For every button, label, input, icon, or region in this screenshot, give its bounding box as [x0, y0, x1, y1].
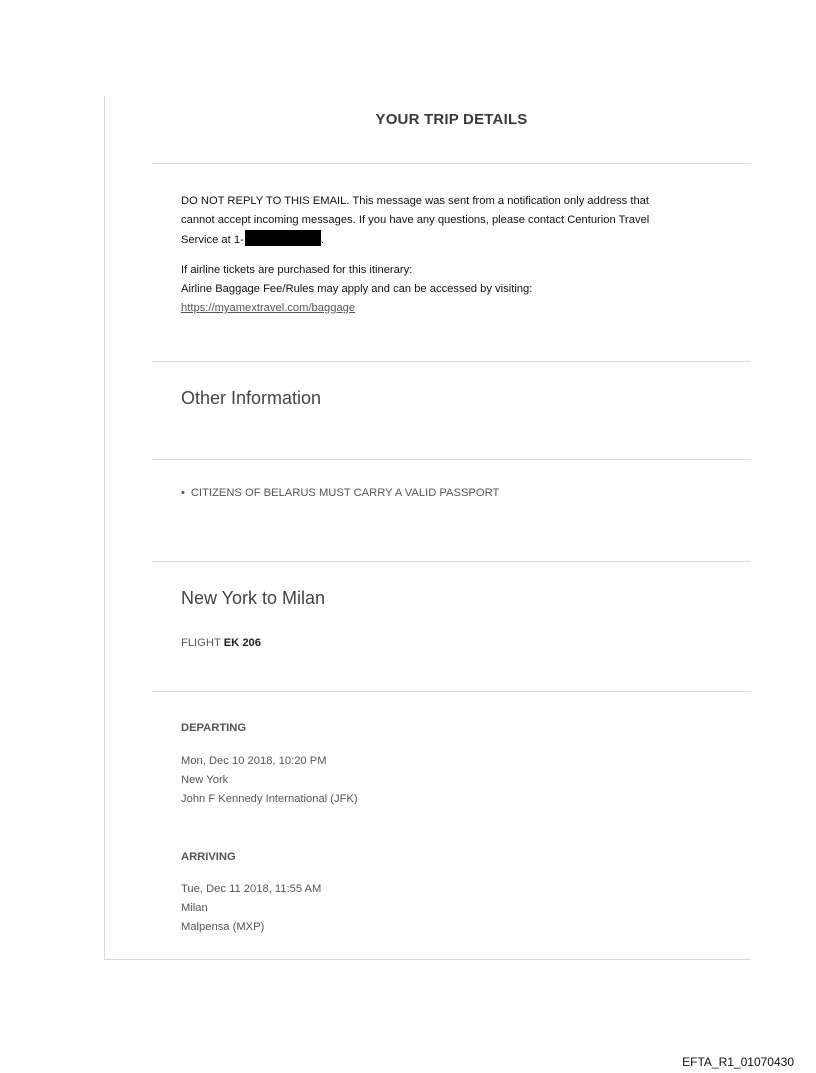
- notice-line: [181, 230, 721, 250]
- departing-airport: John F Kennedy International (JFK): [181, 793, 358, 805]
- divider: [152, 691, 751, 692]
- departing-datetime: Mon, Dec 10 2018, 10:20 PM: [181, 755, 327, 767]
- arriving-details: [181, 880, 321, 937]
- redaction-bar: [245, 230, 321, 246]
- notice-text: Service at 1-: [181, 234, 244, 246]
- divider: [152, 361, 751, 362]
- flight-number: EK 206: [223, 637, 262, 649]
- notice-line: DO NOT REPLY TO THIS EMAIL. This message was sent from a notification only address that: [181, 195, 649, 207]
- airline-info-line: Airline Baggage Fee/Rules may apply and can be accessed by visiting:: [181, 283, 533, 295]
- divider: [152, 459, 751, 460]
- divider: [152, 561, 751, 562]
- flight-label: FLIGHT: [181, 637, 221, 649]
- other-info-title: Other Information: [181, 388, 322, 408]
- info-item-text: CITIZENS OF BELARUS MUST CARRY A VALID PASSPORT: [190, 487, 500, 499]
- arriving-datetime: Tue, Dec 11 2018, 11:55 AM: [181, 883, 322, 895]
- document-id: EFTA_R1_01070430: [682, 1055, 794, 1069]
- flight-line: [181, 637, 261, 649]
- baggage-link[interactable]: https://myamextravel.com/baggage: [181, 302, 356, 314]
- notice-text: .: [320, 234, 324, 246]
- arriving-city: Milan: [181, 902, 208, 914]
- notice-block: [181, 192, 721, 318]
- arriving-label: ARRIVING: [181, 851, 236, 863]
- departing-city: New York: [181, 774, 229, 786]
- route-title: New York to Milan: [181, 588, 326, 608]
- divider: [152, 163, 751, 164]
- info-list-item: [181, 487, 499, 499]
- bullet-icon: •: [181, 487, 185, 499]
- departing-label: DEPARTING: [181, 722, 247, 734]
- notice-line: cannot accept incoming messages. If you have any questions, please contact Centurion Travel: [181, 214, 650, 226]
- departing-details: [181, 752, 358, 809]
- airline-info-line: If airline tickets are purchased for this itinerary:: [181, 264, 413, 276]
- arriving-airport: Malpensa (MXP): [181, 921, 265, 933]
- frame-bottom-border: [104, 959, 751, 960]
- spacer: [181, 250, 721, 261]
- page-title: YOUR TRIP DETAILS: [375, 111, 528, 128]
